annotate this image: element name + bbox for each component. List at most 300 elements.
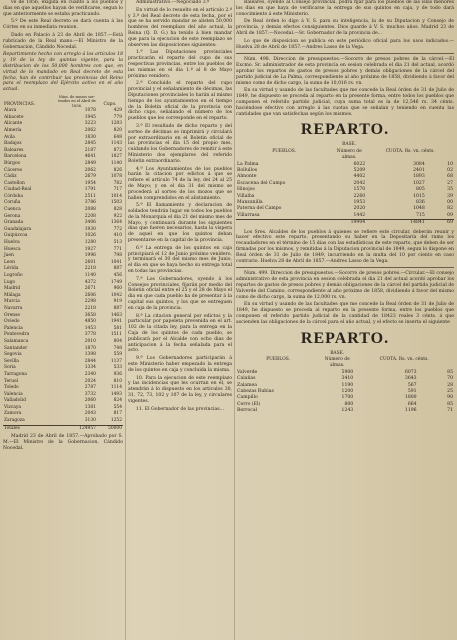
table-row <box>3 141 123 148</box>
cuota-reales: 591 <box>407 389 417 395</box>
cuota-reales: 567 <box>407 382 417 388</box>
table-row <box>3 194 123 201</box>
province-name: Pontevedra <box>4 332 30 338</box>
table-row <box>3 418 123 425</box>
circular-paragraph: 4.ª Los Ayuntamientos de los pueblos harán la citacion por edictos á que se refiere el artículo 74 de la ley, del 24 al 25 de Mayo; y en el dia 31 del mismo se procederá al sorteo de los mozos que se hallen comprendidos en el alistamiento. <box>128 166 232 201</box>
mozos-count: 2844 <box>84 358 96 364</box>
province-name: Zaragoza <box>4 418 25 424</box>
cupo-value: 922 <box>113 213 122 219</box>
cupo-value: 1042 <box>110 292 122 298</box>
province-name: Alicante <box>4 121 23 127</box>
cuota-reales: 1196 <box>404 408 417 414</box>
cuota-reales: 715 <box>415 212 425 218</box>
order-paragraph: Lo que de disposicion se publica en este periódico oficial para los usos indicados.—Huelva 28 de Abril de 1857.—Andres Lasso de la Vega. <box>236 38 454 50</box>
quota-table <box>3 95 123 432</box>
cupo-value: 798 <box>113 253 122 259</box>
cupo-value: 1749 <box>110 279 122 285</box>
mozos-count: 2679 <box>84 174 96 180</box>
base-almas: 4402 <box>353 174 366 180</box>
circular-paragraph: 8.ª La citacion general por edictos y la particular por papeleta prevenida en el art. 102 de la citada ley, para la entrega en la Caja de los quintos de cada pueblo, se publicará por el Alcalde con ocho dias de anticipacion á la fecha señalada para el acto. <box>128 313 232 354</box>
base-almas: 1953 <box>353 200 366 205</box>
province-name: Tarragona <box>4 371 27 377</box>
table-row <box>3 240 123 247</box>
province-name: Huesca <box>4 246 21 252</box>
mozos-count: 1140 <box>84 273 96 279</box>
table-row <box>3 161 123 168</box>
notice-498-footer: Los Sres. Alcaldes de los pueblos á quienes se refiere este circular, deberán reunir y hacer efectivo este reparto, presentando su haber en la Depositaría del ramo los recaudadores en el término de 15 dias con las estadísticas de este reparto, que deben de ser firmadas por los mismos, y remitidas á la Diputacion provincial de 1849, segun lo dispone en Real órden de 31 de Julio de 1849, incurriendo en la multa del 10 por ciento en caso contrario. Huelva 28 de Abril de 1857.—Andres Lasso de la Vega. <box>236 229 454 264</box>
province-name: Guadalajara <box>4 226 32 232</box>
cupo-value: 1252 <box>110 418 122 424</box>
province-name: Barcelona <box>4 154 27 160</box>
table-row <box>3 220 123 227</box>
province-name: Jaen <box>4 253 14 259</box>
header-cuota: CUOTA. Rs. vn. cénts. <box>385 148 435 154</box>
mozos-count: 2298 <box>84 299 96 305</box>
province-name: Salamanca <box>4 338 29 344</box>
table-row <box>3 313 123 320</box>
cuota-reales: 1015 <box>413 193 425 199</box>
province-name: Cáceres <box>4 167 22 173</box>
province-name: Lugo <box>4 279 16 285</box>
decree-signature: Dado en Palacio á 23 de Abril de 1857.—Está rubricado de la Real mano.—El Ministro de la Gobernacion, Cándido Nocedal. <box>3 32 123 50</box>
circular-paragraph: 7.ª Los Gobernadores, oyendo á los Consejos provinciales, fijarán por medio del Boletin oficial entre el 25 y el 28 de Mayo el dia en que cada pueblo ha de presentar á la capital sus quintos, y los que se entreguen en caja de la provincia. <box>128 276 232 311</box>
totals-base: 19904 <box>332 220 366 227</box>
cupo-value: 887 <box>113 266 122 272</box>
table-row <box>3 115 123 122</box>
column-middle <box>128 0 232 640</box>
cuota-reales: 6073 <box>404 369 417 375</box>
mozos-count: 2671 <box>84 286 96 292</box>
province-name: Logroño <box>4 273 23 279</box>
cupo-value: 648 <box>113 134 122 140</box>
reparto-table-2-body <box>236 370 454 415</box>
province-name: Oviedo <box>4 319 20 325</box>
header-base-2: BASE. Número de almas. <box>324 350 350 369</box>
province-name: Vizcaya <box>4 404 21 410</box>
totals-label: Totales <box>3 425 57 432</box>
mozos-count: 4372 <box>84 279 96 285</box>
base-almas: 5209 <box>353 167 366 173</box>
cupo-value: 1114 <box>110 385 122 391</box>
circular-paragraph: 1.ª Las Diputaciones provinciales practicarán el reparto del cupo de sus respectivas provincias, entre los pueblos de las mismas en el dia 1.º al 8 de Mayo próximo venidero. <box>128 50 232 79</box>
table-row <box>3 365 123 372</box>
mozos-count: 2845 <box>84 141 96 147</box>
base-almas: 2020 <box>353 206 366 212</box>
cupo-value: 554 <box>113 404 122 410</box>
mozos-count: 2849 <box>84 160 96 166</box>
base-almas: 2260 <box>353 193 366 199</box>
table-row <box>3 181 123 188</box>
mozos-count: 1381 <box>84 404 96 410</box>
province-name: Sevilla <box>4 358 19 364</box>
pueblo-name: Berrocal <box>237 408 258 414</box>
cuota-reales: 836 <box>415 200 425 205</box>
mozos-count: 2601 <box>84 259 96 265</box>
cuota-cents: 68 <box>447 174 453 180</box>
table-row <box>3 379 123 386</box>
pueblo-name: Bollullos <box>237 167 258 173</box>
base-almas: 1200 <box>341 389 354 395</box>
province-name: Murcia <box>4 299 20 305</box>
mozos-count: 3130 <box>84 418 96 424</box>
pueblo-name: Calañas <box>237 376 256 382</box>
province-name: Castellon <box>4 180 25 186</box>
cuota-reales: 664 <box>407 401 417 407</box>
header-pueblos-2: PUEBLOS. <box>266 356 290 362</box>
mozos-count: 2043 <box>84 411 96 417</box>
province-name: Badajoz <box>4 141 22 147</box>
circular-paragraph: 6.ª La entrega de los quintos en caja principiará el 12 de Junio próximo venidero, y terminará el 30 del mismo mes de Junio, el dia en que se haya hecho su entrega total en todas las provincias. <box>128 245 232 275</box>
table-row <box>3 207 123 214</box>
reparto-table-1-body <box>236 162 454 220</box>
cupo-value: 1493 <box>110 391 122 397</box>
circular-paragraph: Administrativo.—Negociado 3.º <box>136 0 210 5</box>
header-provincias: PROVINCIAS. <box>4 101 36 107</box>
province-name: Leon <box>4 259 15 265</box>
province-name: Huelva <box>4 240 20 246</box>
table-row <box>3 411 123 418</box>
quota-table-header <box>3 95 123 108</box>
cuota-reales: 1800 <box>404 395 417 401</box>
pueblo-name: Escacena del Campo <box>237 180 286 186</box>
mozos-count: 1996 <box>84 253 96 259</box>
cupo-value: 1941 <box>110 319 122 325</box>
cuota-cents: 70 <box>447 376 453 382</box>
table-row <box>3 121 123 128</box>
cuota-cents: 82 <box>447 206 453 212</box>
cupo-value: 1827 <box>110 154 122 160</box>
pueblo-name: Almonte <box>237 174 257 180</box>
mozos-count: 1078 <box>84 108 96 114</box>
quota-totals-row <box>3 425 123 432</box>
reparto-heading: REPARTO. <box>300 121 390 139</box>
totals-reales: 14841 <box>366 220 426 227</box>
cuota-reales: 3084 <box>413 161 425 167</box>
table-row <box>3 352 123 359</box>
reparto-header-2 <box>236 351 454 370</box>
mozos-count: 1280 <box>84 240 96 246</box>
cupo-value: 817 <box>113 411 122 417</box>
mozos-count: 1791 <box>84 187 96 193</box>
province-name: Madrid <box>4 286 21 292</box>
mozos-count: 2340 <box>84 371 96 377</box>
mozos-count: 1026 <box>84 233 96 239</box>
cuota-cents: 85 <box>447 369 453 375</box>
cuota-cents: 85 <box>447 401 453 407</box>
cuota-cents: 10 <box>447 161 453 167</box>
cupo-value: 772 <box>113 226 122 232</box>
table-row <box>3 273 123 280</box>
cupo-value: 513 <box>113 240 122 246</box>
table-row <box>3 148 123 155</box>
province-name: Zamora <box>4 411 22 417</box>
cupo-value: 782 <box>113 180 122 186</box>
totals-mozos: 124957 <box>57 425 97 432</box>
reparto-heading-2: REPARTO. <box>300 329 390 347</box>
cupo-value: 828 <box>113 207 122 213</box>
mozos-count: 2060 <box>84 398 96 404</box>
cuota-reales: 1027 <box>413 180 425 186</box>
mozos-count: 2187 <box>84 147 96 153</box>
province-name: Granada <box>4 220 24 226</box>
pueblo-name: Cerro (El) <box>237 401 261 407</box>
mozos-count: 2024 <box>84 378 96 384</box>
province-name: Segovia <box>4 352 22 358</box>
pueblo-name: Paterna del Campo <box>237 206 282 212</box>
table-row <box>3 260 123 267</box>
province-name: Valencia <box>4 391 23 397</box>
mozos-count: 1830 <box>84 134 96 140</box>
section-divider <box>236 53 454 54</box>
table-row <box>3 339 123 346</box>
cuota-cents: 09 <box>447 212 453 218</box>
table-row <box>3 233 123 240</box>
mozos-count: 2062 <box>84 167 96 173</box>
cupo-value: 533 <box>113 365 122 371</box>
base-almas: 2042 <box>353 180 366 186</box>
province-name: Alava <box>4 108 17 114</box>
table-row <box>3 306 123 313</box>
table-row <box>3 359 123 366</box>
notice-498-body: En su virtud y usando de las facultades que me concede la Real órden de 31 de Julio de 1849, he dispuesto se proceda al reparto en la presente forma, entre todos los pueblos que componen el referido partido judicial, cuya suma total es la de 12,546 rs. 34 cénts. haciéndose efectivo con arreglo á las cuotas que se señalan y teniendo en cuenta las cantidades que van satisfechas según los mismos. <box>236 88 454 117</box>
pueblo-name: Hinojos <box>237 187 255 193</box>
province-name: Ciudad-Real <box>4 187 32 193</box>
mozos-count: 3732 <box>84 391 96 397</box>
cupo-value: 1511 <box>110 332 122 338</box>
mozos-count: 2208 <box>84 213 96 219</box>
order-paragraph: De Real órden lo digo á V. S. para su inteligencia, la de su Diputacion y Consejo de provincia, y demás efectos consiguientes. Dios guarde á V. S. muchos años. Madrid 23 de Abril de 1857.—Nocedal.—Sr. Gobernador de la provincia de... <box>236 19 454 36</box>
circular-paragraph: 3.ª El resultado de dicho reparto y del sorteo de décimas se imprimirá y circulará por extraordinario en el Boletin oficial de las provincias el dia 15 del propio mes, cuidando los Gobernadores de remitir á este Ministerio dos ejemplares del referido Boletin extraordinario. <box>128 123 232 164</box>
cupo-value: 1364 <box>110 220 122 226</box>
province-name: Córdoba <box>4 193 23 199</box>
table-row <box>3 135 123 142</box>
base-almas: 1243 <box>341 408 354 414</box>
table-row <box>3 108 123 115</box>
cupo-value: 748 <box>113 345 122 351</box>
totals-cupo: 50000 <box>97 425 123 432</box>
column-divider <box>234 0 235 640</box>
table-row <box>3 392 123 399</box>
notice-499-body: En su virtud y usando de las facultades que me concede la Real órden de 31 de Julio de 1849, he dispuesto se proceda al reparto en la presente forma, entre los pueblos que componen el referido partido judicial de la cantidad de 18423 reales 3 cénts. á que ascienden las obligaciones de la cárcel para el año actual, y el efecto se inserta el siguiente <box>236 302 454 325</box>
mozos-count: 4850 <box>84 319 96 325</box>
base-almas: 6022 <box>353 161 366 167</box>
province-name: Palencia <box>4 325 23 331</box>
cupo-value: 936 <box>113 371 122 377</box>
reparto-table-1 <box>236 142 454 226</box>
cuota-reales: 1048 <box>413 206 425 212</box>
cupo-value: 429 <box>113 108 122 114</box>
cupo-value: 410 <box>113 233 122 239</box>
table-row <box>3 168 123 175</box>
cupo-value: 581 <box>113 325 122 331</box>
pueblo-name: Manzanilla <box>237 200 263 205</box>
cupo-value: 771 <box>113 246 122 252</box>
mozos-count: 1954 <box>84 180 96 186</box>
table-row <box>3 293 123 300</box>
base-almas: 800 <box>344 401 354 407</box>
reparto-1-totals <box>236 220 454 227</box>
circular-paragraph: 10. Para la ejecucion de este reemplazo y las incidencias que les ocurran en él, se atendrán á lo dispuesto en los artículos 30, 31, 72, 73, 102 y 107 de la ley, y circulares vigentes. <box>128 375 232 404</box>
table-row <box>3 332 123 339</box>
table-footer: Madrid 23 de Abril de 1857.—Aprobado por S. M.—El Ministro de la Gobernacion, Cándido Nocedal. <box>3 434 123 451</box>
table-row <box>3 200 123 207</box>
cupo-value: 1014 <box>110 193 122 199</box>
cupo-value: 717 <box>113 187 122 193</box>
cupo-value: 824 <box>113 398 122 404</box>
cupo-value: 1140 <box>110 160 122 166</box>
cuota-cents: 71 <box>447 408 453 414</box>
pueblo-name: Cabezas Rubias <box>237 389 274 395</box>
base-almas: 1190 <box>341 382 354 388</box>
reparto-header <box>236 142 454 161</box>
cupo-value: 804 <box>113 338 122 344</box>
header-base: BASE. Número de almas. <box>336 142 362 161</box>
mozos-count: 3778 <box>84 332 96 338</box>
mozos-count: 1927 <box>84 246 96 252</box>
base-almas: 1442 <box>353 212 366 218</box>
mozos-count: 2511 <box>84 193 96 199</box>
province-name: Gerona <box>4 213 21 219</box>
province-name: Albacete <box>4 114 24 120</box>
province-name: Búrgos <box>4 160 20 166</box>
mozos-count: 2787 <box>84 385 96 391</box>
province-name: Valladolid <box>4 398 26 404</box>
province-name: Almería <box>4 127 22 133</box>
notice-499: Núm. 499. Direccion de presupuestos.—Socorro de presos pobres.—Circular.—El consejo administrativo de esta provincia en sesion celebrada el dia 21 del actual acordó aprobar los repartos de gastos de presos pobres y demás obligaciones de la cárcel del partido judicial de Valverde del Camino, correspondiente al año próximo de 1858, dividiendo á favor del mismo como de dicho cargo, la suma de 12,000 rs. vn. <box>236 271 454 300</box>
table-row <box>3 326 123 333</box>
table-row <box>3 280 123 287</box>
pueblo-name: Campillo <box>237 395 258 401</box>
circular-paragraph: 11. El Gobernador de las provincias... <box>136 406 224 412</box>
cupo-value: 456 <box>113 273 122 279</box>
province-name: Guipúzcoa <box>4 233 28 239</box>
pueblo-name: Villarrasa <box>237 212 260 218</box>
mozos-count: 1945 <box>84 114 96 120</box>
table-row <box>3 247 123 254</box>
mozos-count: 4641 <box>84 154 96 160</box>
header-pueblos: PUEBLOS. <box>272 148 296 154</box>
cupo-value: 1078 <box>110 174 122 180</box>
mozos-count: 1398 <box>84 352 96 358</box>
base-almas: 5900 <box>341 369 354 375</box>
province-name: Santander <box>4 345 28 351</box>
cuota-reales: 805 <box>415 187 425 193</box>
mozos-count: 1930 <box>84 226 96 232</box>
cupo-value: 1143 <box>110 141 122 147</box>
province-name: Baleares <box>4 147 24 153</box>
cuota-cents: 28 <box>447 382 453 388</box>
cupo-value: 872 <box>113 147 122 153</box>
cuota-cents: 25 <box>447 389 453 395</box>
quota-table-body <box>3 108 123 425</box>
province-name: Navarra <box>4 305 23 311</box>
mozos-count: 2218 <box>84 305 96 311</box>
table-row <box>3 266 123 273</box>
cuota-reales: 1893 <box>413 174 425 180</box>
table-row <box>3 214 123 221</box>
table-row <box>3 346 123 353</box>
province-name: Málaga <box>4 292 21 298</box>
mozos-count: 3406 <box>84 220 96 226</box>
cuota-cents: 02 <box>447 167 453 173</box>
cupo-value: 1463 <box>110 312 122 318</box>
province-name: Cádiz <box>4 174 17 180</box>
cuota-reales: 3643 <box>404 376 417 382</box>
cupo-value: 1137 <box>110 358 122 364</box>
base-almas: 1570 <box>353 187 366 193</box>
pueblo-name: Villalba <box>237 193 255 199</box>
base-almas: 3410 <box>341 376 354 382</box>
table-row <box>3 319 123 326</box>
order-paragraph: Baleares, oyendo al Consejo provincial, podrá fijar para los pueblos de las islas menores los dias en que haya de verificarse la entrega de sus quintos en caja, y de todo dará conocimiento á este Ministerio. <box>236 0 454 17</box>
cuota-cents: 90 <box>447 395 453 401</box>
mozos-count: 2088 <box>84 207 96 213</box>
cuota-cents: 35 <box>447 187 453 193</box>
table-row <box>3 154 123 161</box>
cupo-value: 960 <box>113 286 122 292</box>
cupo-value: 779 <box>113 114 122 120</box>
decree-paragraph: ve de 1856, exigida en cuanto á los pueblos y dias en que aquellos hayan de verificarse, segun lo que anteriormente se estaba practicando. <box>3 0 123 17</box>
section-divider <box>236 267 454 268</box>
table-row <box>3 174 123 181</box>
decree-paragraph: 5.º De este Real decreto se dará cuenta á las Córtes en su inmediata reunion. <box>3 19 123 31</box>
province-name: Toledo <box>4 385 19 391</box>
table-row <box>3 253 123 260</box>
mozos-count: 2062 <box>84 127 96 133</box>
province-name: Cuenca <box>4 207 21 213</box>
mozos-count: 1453 <box>84 325 96 331</box>
table-row <box>3 128 123 135</box>
table-row <box>3 385 123 392</box>
cupo-value: 1041 <box>110 259 122 265</box>
table-row <box>3 286 123 293</box>
cupo-value: 1503 <box>110 200 122 206</box>
table-row <box>3 372 123 379</box>
mozos-count: 3223 <box>84 121 96 127</box>
mozos-count: 3658 <box>84 312 96 318</box>
table-row <box>3 398 123 405</box>
mozos-count: 1334 <box>84 365 96 371</box>
column-divider <box>125 0 126 640</box>
province-name: Orense <box>4 312 20 318</box>
circular-paragraph: En virtud de lo resuelto en el artículo 2.º y 3.º del Real decreto de esta fecha, por el que se ha servido mandar se alisten 50,000 hombres del reemplazo del año actual, la Reina (Q. D. G.) ha tenido á bien mandar que para la ejecucion de este reemplazo se observen las disposiciones siguientes: <box>128 7 232 48</box>
cupo-value: 559 <box>113 352 122 358</box>
table-row <box>236 213 454 220</box>
province-name: Soria <box>4 365 16 371</box>
mozos-count: 2606 <box>84 292 96 298</box>
table-row <box>3 187 123 194</box>
mozos-count: 1870 <box>84 345 96 351</box>
table-row <box>3 405 123 412</box>
circular-paragraph: 9.ª Los Gobernadores participarán á este Ministerio haber empezado la entrega de los quintos en caja y concluida la misma. <box>128 356 232 373</box>
cuota-reales: 2401 <box>413 167 425 173</box>
header-mozos: Núm. de mozos sor-teados en el Abril de 1856. <box>58 94 96 108</box>
cuota-cents: 00 <box>447 200 453 205</box>
header-cupo: Cupo. <box>103 101 117 107</box>
province-name: Lérida <box>4 266 19 272</box>
province-name: Teruel <box>4 378 19 384</box>
mozos-count: 2218 <box>84 266 96 272</box>
cuota-cents: 39 <box>447 193 453 199</box>
cupo-value: 887 <box>113 305 122 311</box>
cupo-value: 810 <box>113 378 122 384</box>
table-row <box>236 408 454 414</box>
table-row <box>3 299 123 306</box>
cupo-value: 820 <box>113 127 122 133</box>
pueblo-name: La Palma <box>237 161 259 167</box>
circular-paragraph: 5.ª El llamamiento y declaracion de soldados tendrán lugar en todos los pueblos de la Monarquía el dia 21 del mismo mes de Mayo, y continuará durante los siguientes dias que fueren necesarios, hasta la víspera de aquel en que los quintos deban presentarse en la capital de la provincia. <box>128 203 232 244</box>
base-almas: 1700 <box>341 395 354 401</box>
